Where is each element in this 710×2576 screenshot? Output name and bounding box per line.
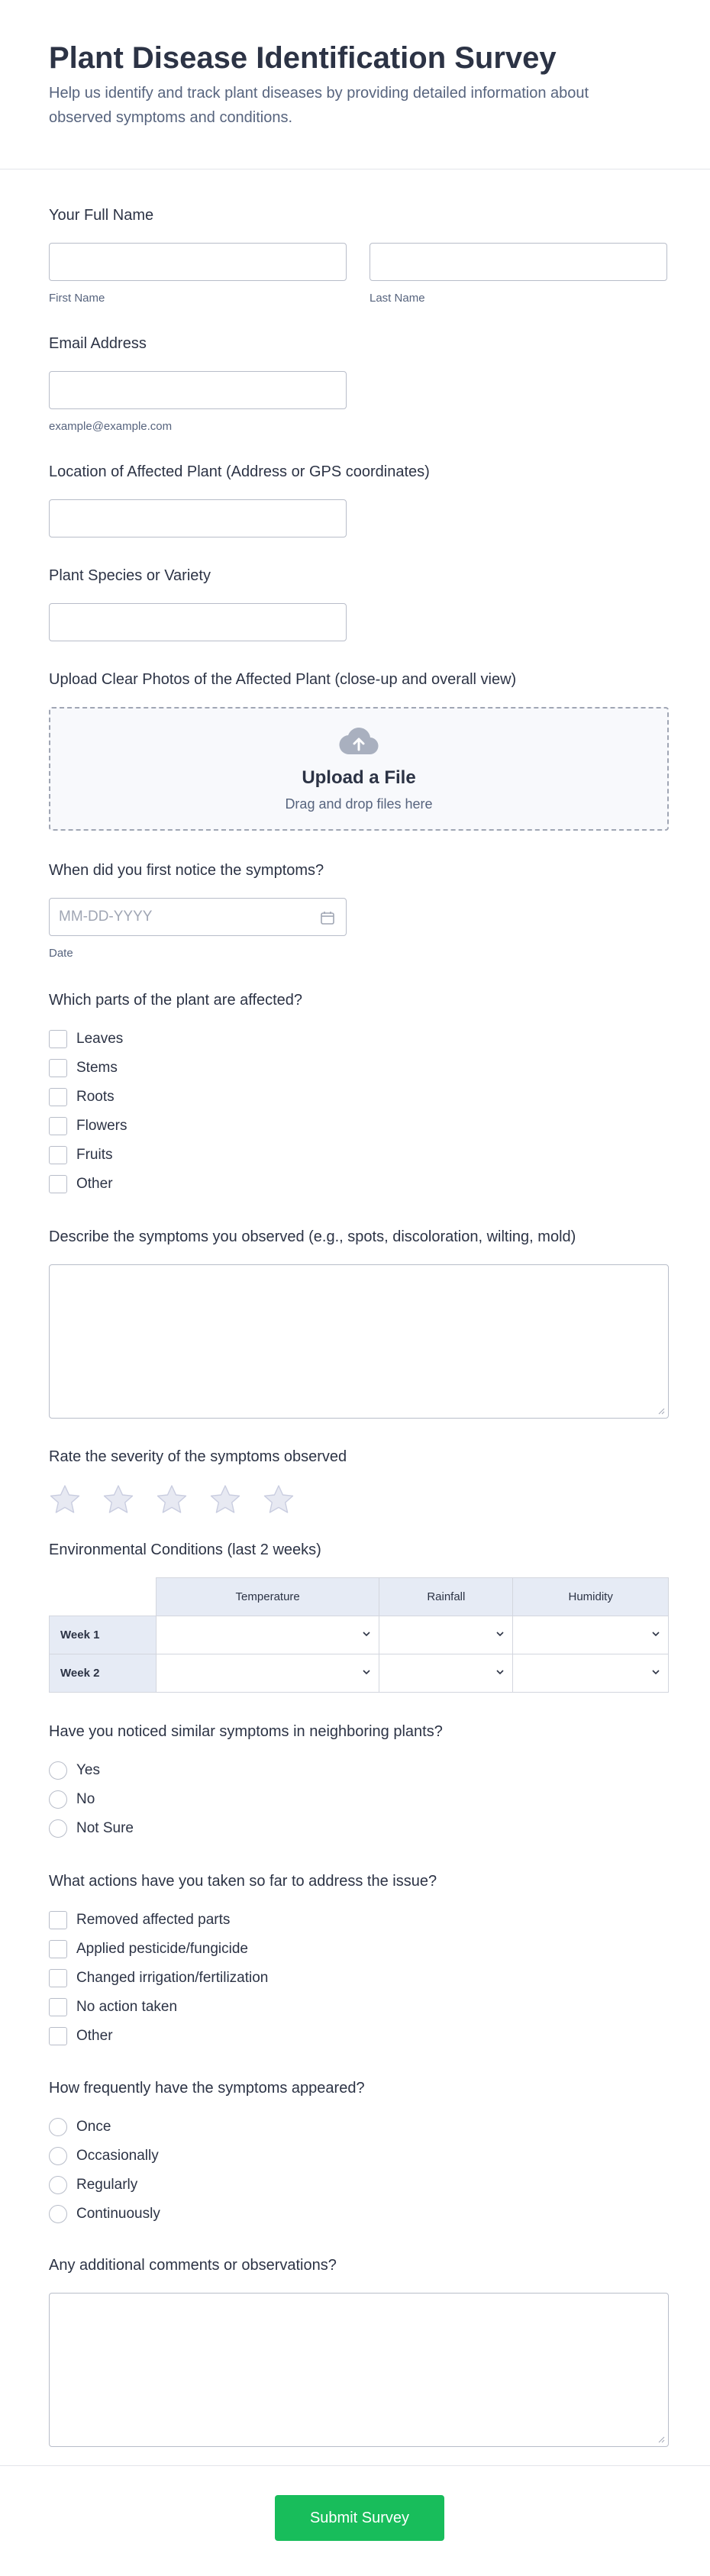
chevron-down-icon — [651, 1669, 660, 1675]
chevron-down-icon — [362, 1631, 371, 1637]
date-input[interactable] — [49, 898, 347, 936]
option-label: Other — [76, 2028, 113, 2044]
radio-option[interactable] — [49, 1814, 669, 1843]
submit-button[interactable]: Submit Survey — [275, 2495, 444, 2541]
star-rating — [49, 1484, 669, 1515]
option-label: Removed affected parts — [76, 1912, 231, 1928]
upload-subtitle: Drag and drop files here — [285, 796, 433, 812]
checkbox[interactable] — [49, 1175, 67, 1193]
checkbox[interactable] — [49, 1911, 67, 1929]
row-header: Week 1 — [50, 1616, 157, 1654]
checkbox[interactable] — [49, 1969, 67, 1987]
frequency-label: How frequently have the symptoms appeared? — [49, 2080, 365, 2097]
symptoms-textarea[interactable] — [49, 1264, 669, 1419]
full-name-field — [49, 206, 669, 305]
date-label: When did you first notice the symptoms? — [49, 862, 324, 879]
matrix-corner — [50, 1578, 157, 1616]
form-footer — [0, 2465, 710, 2576]
species-input[interactable] — [49, 603, 347, 641]
option-label: Occasionally — [76, 2148, 159, 2164]
environment-label: Environmental Conditions (last 2 weeks) — [49, 1541, 321, 1558]
option-label: Regularly — [76, 2177, 138, 2193]
matrix-dropdown[interactable] — [157, 1616, 379, 1654]
radio-button[interactable] — [49, 2118, 67, 2136]
column-header: Temperature — [157, 1578, 379, 1616]
column-header: Humidity — [513, 1578, 669, 1616]
chevron-down-icon — [362, 1669, 371, 1675]
severity-label: Rate the severity of the symptoms observed — [49, 1448, 347, 1465]
resize-handle-icon[interactable] — [657, 1407, 665, 1415]
email-sublabel: example@example.com — [49, 420, 173, 433]
option-label: Leaves — [76, 1031, 124, 1047]
checkbox[interactable] — [49, 2027, 67, 2045]
form-header — [0, 0, 710, 169]
symptoms-field — [49, 1228, 669, 1419]
radio-button[interactable] — [49, 1761, 67, 1780]
star-icon[interactable] — [102, 1484, 134, 1515]
chevron-down-icon — [651, 1631, 660, 1637]
comments-field — [49, 2256, 669, 2447]
first-name-input[interactable] — [49, 243, 347, 281]
checkbox-option[interactable] — [49, 1906, 669, 1935]
location-field — [49, 463, 669, 537]
cloud-upload-icon — [339, 725, 379, 756]
affected-parts-field — [49, 991, 669, 1199]
matrix-dropdown[interactable] — [379, 1654, 513, 1693]
environment-matrix — [49, 1577, 669, 1693]
option-label: Roots — [76, 1089, 115, 1105]
radio-option[interactable] — [49, 2200, 669, 2229]
neighbors-field — [49, 1722, 669, 1843]
date-placeholder: MM-DD-YYYY — [59, 909, 153, 925]
first-name-sublabel: First Name — [49, 292, 105, 305]
option-label: Applied pesticide/fungicide — [76, 1941, 248, 1957]
star-icon[interactable] — [263, 1484, 295, 1515]
checkbox[interactable] — [49, 1117, 67, 1135]
option-label: Not Sure — [76, 1820, 134, 1836]
option-label: Fruits — [76, 1147, 113, 1163]
option-label: Other — [76, 1176, 113, 1192]
star-icon[interactable] — [49, 1484, 81, 1515]
checkbox-option[interactable] — [49, 1054, 669, 1083]
checkbox-option[interactable] — [49, 2022, 669, 2051]
checkbox-option[interactable] — [49, 1112, 669, 1141]
upload-title: Upload a File — [302, 767, 416, 788]
checkbox[interactable] — [49, 1088, 67, 1106]
page-title: Plant Disease Identification Survey — [49, 41, 557, 75]
checkbox-option[interactable] — [49, 1083, 669, 1112]
actions-field — [49, 1872, 669, 2051]
radio-button[interactable] — [49, 1790, 67, 1809]
neighbors-label: Have you noticed similar symptoms in neighboring plants? — [49, 1723, 443, 1740]
symptom-date-field — [49, 861, 669, 960]
option-label: Changed irrigation/fertilization — [76, 1970, 269, 1986]
option-label: Continuously — [76, 2206, 160, 2222]
full-name-label: Your Full Name — [49, 207, 154, 224]
option-label: Stems — [76, 1060, 118, 1076]
checkbox-option[interactable] — [49, 1964, 669, 1993]
photo-upload-field — [49, 670, 669, 831]
option-label: No — [76, 1791, 95, 1807]
checkbox-option[interactable] — [49, 1935, 669, 1964]
option-label: No action taken — [76, 1999, 178, 2015]
species-label: Plant Species or Variety — [49, 567, 211, 584]
checkbox[interactable] — [49, 1940, 67, 1958]
matrix-dropdown[interactable] — [379, 1616, 513, 1654]
file-dropzone[interactable] — [49, 707, 669, 831]
email-label: Email Address — [49, 335, 147, 352]
radio-button[interactable] — [49, 2205, 67, 2223]
location-input[interactable] — [49, 499, 347, 537]
email-input[interactable] — [49, 371, 347, 409]
frequency-field — [49, 2079, 669, 2229]
severity-field — [49, 1448, 669, 1515]
environment-field — [49, 1541, 669, 1693]
checkbox-option[interactable] — [49, 1170, 669, 1199]
checkbox[interactable] — [49, 1030, 67, 1048]
matrix-dropdown[interactable] — [513, 1616, 669, 1654]
radio-option[interactable] — [49, 1785, 669, 1814]
date-sublabel: Date — [49, 947, 73, 960]
affected-parts-label: Which parts of the plant are affected? — [49, 992, 303, 1009]
option-label: Flowers — [76, 1118, 127, 1134]
column-header: Rainfall — [379, 1578, 513, 1616]
option-label: Yes — [76, 1762, 100, 1778]
radio-option[interactable] — [49, 1756, 669, 1785]
checkbox-option[interactable] — [49, 1141, 669, 1170]
option-label: Once — [76, 2119, 111, 2135]
radio-button[interactable] — [49, 2147, 67, 2165]
radio-option[interactable] — [49, 2113, 669, 2142]
radio-button[interactable] — [49, 1819, 67, 1838]
upload-label: Upload Clear Photos of the Affected Plant (close-up and overall view) — [49, 671, 517, 688]
checkbox[interactable] — [49, 1146, 67, 1164]
email-field — [49, 334, 669, 434]
resize-handle-icon[interactable] — [657, 2436, 665, 2443]
radio-option[interactable] — [49, 2142, 669, 2171]
symptoms-label: Describe the symptoms you observed (e.g., spots, discoloration, wilting, mold) — [49, 1228, 576, 1245]
calendar-icon[interactable] — [320, 910, 335, 925]
radio-option[interactable] — [49, 2171, 669, 2200]
matrix-dropdown[interactable] — [157, 1654, 379, 1693]
chevron-down-icon — [495, 1631, 505, 1637]
species-field — [49, 567, 669, 641]
radio-button[interactable] — [49, 2176, 67, 2194]
checkbox-option[interactable] — [49, 1025, 669, 1054]
comments-textarea[interactable] — [49, 2293, 669, 2447]
actions-label: What actions have you taken so far to address the issue? — [49, 1873, 437, 1890]
location-label: Location of Affected Plant (Address or GPS coordinates) — [49, 463, 430, 480]
page-subtitle: Help us identify and track plant diseases by providing detailed information about observed symptoms and conditions. — [49, 85, 589, 126]
row-header: Week 2 — [50, 1654, 157, 1693]
last-name-sublabel: Last Name — [370, 292, 425, 305]
matrix-dropdown[interactable] — [513, 1654, 669, 1693]
comments-label: Any additional comments or observations? — [49, 2257, 337, 2274]
checkbox[interactable] — [49, 1998, 67, 2016]
last-name-input[interactable] — [370, 243, 667, 281]
star-icon[interactable] — [156, 1484, 188, 1515]
checkbox-option[interactable] — [49, 1993, 669, 2022]
star-icon[interactable] — [209, 1484, 241, 1515]
checkbox[interactable] — [49, 1059, 67, 1077]
chevron-down-icon — [495, 1669, 505, 1675]
